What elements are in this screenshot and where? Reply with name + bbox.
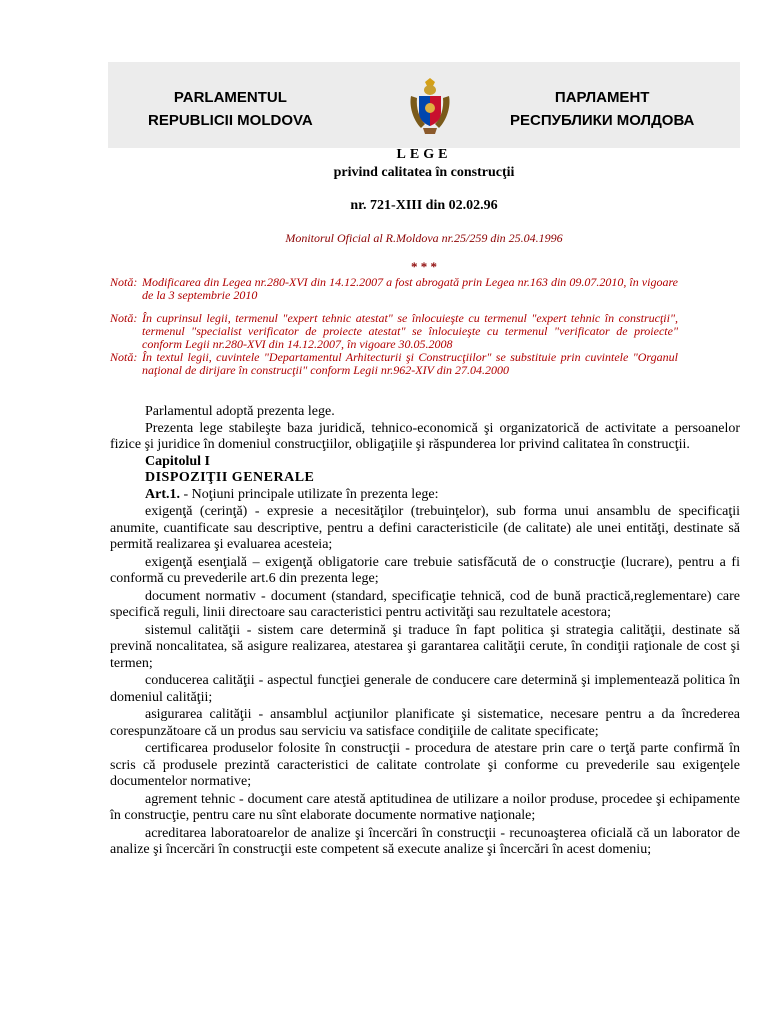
definition-item: conducerea calităţii - aspectul funcţiei generale de conducere care determină şi implementează politica în domeniul calităţii; xyxy=(110,673,740,705)
note-3 xyxy=(110,351,678,377)
separator-stars: * * * xyxy=(411,259,437,274)
definition-item: document normativ - document (standard, specificaţie tehnică, cod de bună practică,reglementare) care specifică reguli, linii directoare sau caracteristici pentru activităţi sau rezultatele acestora; xyxy=(110,588,740,620)
chapter-name: DISPOZIŢII GENERALE xyxy=(145,470,315,485)
note-label: Notă: xyxy=(110,311,138,325)
chapter-number: Capitolul I xyxy=(145,453,210,469)
article-label: Art.1. xyxy=(145,486,180,502)
document-body xyxy=(110,404,740,859)
note-1 xyxy=(110,276,678,302)
definition-item: exigenţă (cerinţă) - expresie a necesităţilor (trebuinţelor), sub forma unui ansamblu de specificaţii anumite, cuantificate sau descriptive, pentru a defini caracteristicile (de calitate) ale unei entităţi, destinate să permită realizarea şi evaluarea acesteia; xyxy=(110,504,740,552)
document-title: LEGE xyxy=(396,147,452,162)
coat-of-arms-icon xyxy=(407,76,453,140)
note-text: În textul legii, cuvintele "Departamentul Arhitecturii şi Construcţiilor" se substituie prin cuvintele "Organul naţional de dirijare în construcţii" conform Legii nr.962-XIV din 27.04.2000 xyxy=(142,350,678,377)
definition-item: certificarea produselor folosite în construcţii - procedura de atestare prin care o terţă parte confirmă în scris că produsele prezintă caracteristici de calitate controlate şi conforme cu prevederile sau exigenţele documentelor normative; xyxy=(110,741,740,789)
note-text: În cuprinsul legii, termenul "expert tehnic atestat" se înlocuieşte cu termenul "expert tehnic în construcţii", termenul "specialist verificator de proiecte atestat" se înlocuieşte cu termenul "verificator de proiecte" conform Legii nr.280-XVI din 14.12.2007, în vigoare 30.05.2008 xyxy=(142,311,678,351)
definition-item: exigenţă esenţială – exigenţă obligatorie care trebuie satisfăcută de o construcţie (lucrare), pentru a fi conformă cu prevederile art.6 din prezenta lege; xyxy=(110,554,740,586)
header-left-title: PARLAMENTUL REPUBLICII MOLDOVA xyxy=(148,89,313,129)
definition-item: asigurarea calităţii - ansamblul acţiunilor planificate şi sistematice, necesare pentru a da încrederea corespunzătoare că un produs sau serviciu va satisface condiţiile de calitate specificate; xyxy=(110,707,740,739)
article-1 xyxy=(110,487,740,504)
monitor-oficial: Monitorul Oficial al R.Moldova nr.25/259 din 25.04.1996 xyxy=(285,231,563,245)
notes-section xyxy=(110,276,678,377)
definition-item: acreditarea laboratoarelor de analize şi încercări în construcţii - recunoaşterea oficială că un laborator de analize şi încercări în construcţii este competent să execute analize şi încercări în acest domeniu; xyxy=(110,825,740,857)
note-text: Modificarea din Legea nr.280-XVI din 14.12.2007 a fost abrogată prin Legea nr.163 din 09.07.2010, în vigoare de la 3 septembrie 2010 xyxy=(142,275,678,302)
law-number: nr. 721-XIII din 02.02.96 xyxy=(350,198,498,213)
header-right-title: ПАРЛАМЕНТ РЕСПУБЛИКИ МОЛДОВА xyxy=(510,89,695,129)
note-label: Notă: xyxy=(110,275,138,289)
intro-paragraph: Parlamentul adoptă prezenta lege. xyxy=(145,404,335,419)
intro-paragraph: Prezenta lege stabileşte baza juridică, tehnico-economică şi organizatorică de activitate a persoanelor fizice şi juridice în domeniul construcţiilor, obligaţiile şi răspunderea lor privind calitatea în construcţii. xyxy=(110,420,740,452)
article-text: - Noţiuni principale utilizate în prezenta lege: xyxy=(180,486,439,502)
document-subtitle: privind calitatea în construcţii xyxy=(333,165,515,180)
note-2 xyxy=(110,312,678,351)
document-header xyxy=(108,62,740,148)
definition-item: agrement tehnic - document care atestă aptitudinea de utilizare a noilor produse, procedee şi echipamente în construcţie, pentru care nu sînt elaborate documente normative naţionale; xyxy=(110,791,740,823)
note-label: Notă: xyxy=(110,350,138,364)
definition-item: sistemul calităţii - sistem care determină şi traduce în fapt politica şi strategia calităţii, destinate să prevină noncalitatea, să asigure realizarea, atestarea şi garantarea calităţii cerute, în condiţii raţionale de cost şi termen; xyxy=(110,622,740,671)
